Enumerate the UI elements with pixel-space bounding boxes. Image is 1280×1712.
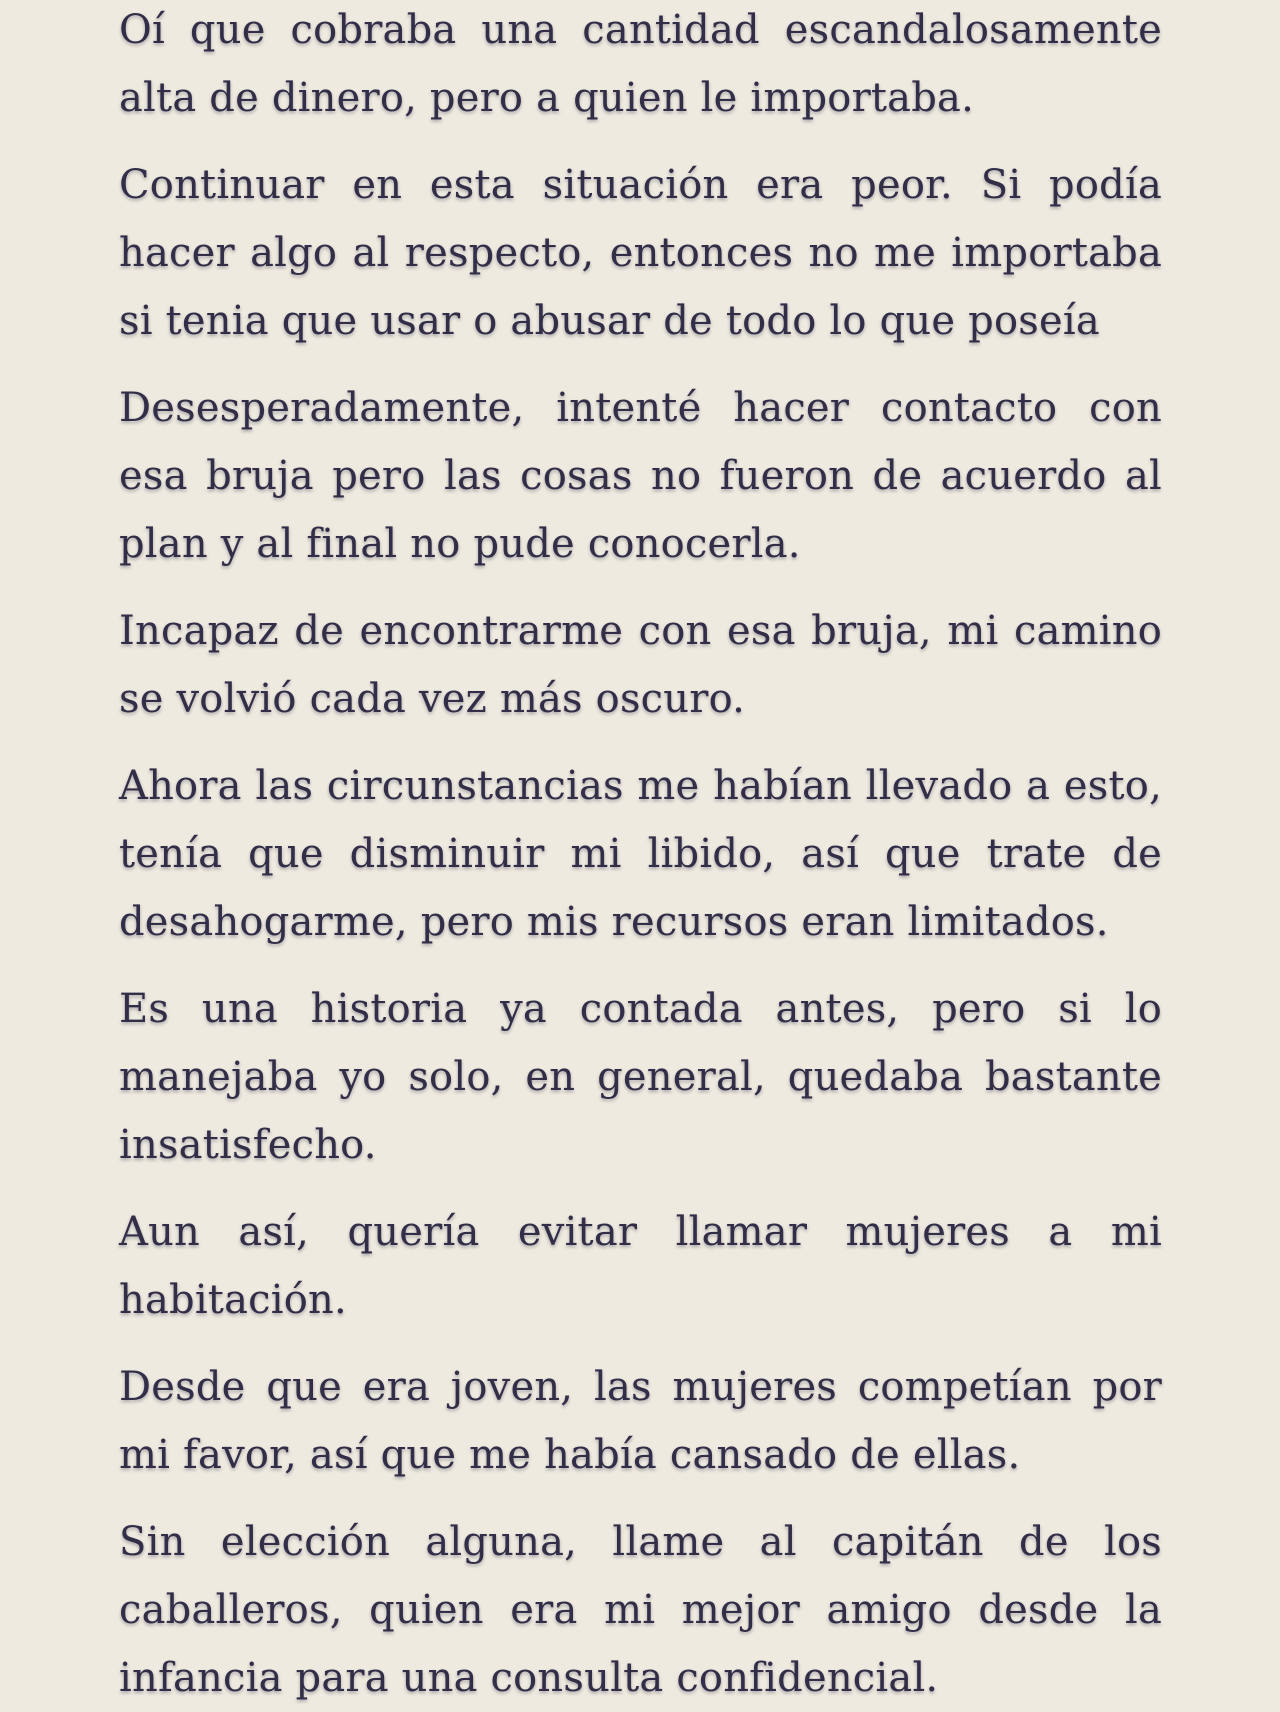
paragraph: Es una historia ya contada antes, pero si lo manejaba yo solo, en general, quedaba bastante insatisfecho. xyxy=(119,986,1162,1168)
paragraph: Aun así, quería evitar llamar mujeres a mi habitación. xyxy=(119,1209,1162,1323)
chapter-text xyxy=(119,0,1162,1712)
paragraph: Sin elección alguna, llame al capitán de los caballeros, quien era mi mejor amigo desde la infancia para una consulta confidencial. xyxy=(119,1519,1162,1701)
paragraph: Oí que cobraba una cantidad escandalosamente alta de dinero, pero a quien le importaba. xyxy=(119,7,1162,121)
paragraph: Continuar en esta situación era peor. Si podía hacer algo al respecto, entonces no me importaba si tenia que usar o abusar de todo lo que poseía xyxy=(119,162,1162,344)
paragraph: Desesperadamente, intenté hacer contacto con esa bruja pero las cosas no fueron de acuerdo al plan y al final no pude conocerla. xyxy=(119,385,1162,567)
paragraph: Desde que era joven, las mujeres competían por mi favor, así que me había cansado de ellas. xyxy=(119,1364,1162,1478)
paragraph: Incapaz de encontrarme con esa bruja, mi camino se volvió cada vez más oscuro. xyxy=(119,608,1162,722)
paragraph: Ahora las circunstancias me habían llevado a esto, tenía que disminuir mi libido, así que trate de desahogarme, pero mis recursos eran limitados. xyxy=(119,763,1162,945)
